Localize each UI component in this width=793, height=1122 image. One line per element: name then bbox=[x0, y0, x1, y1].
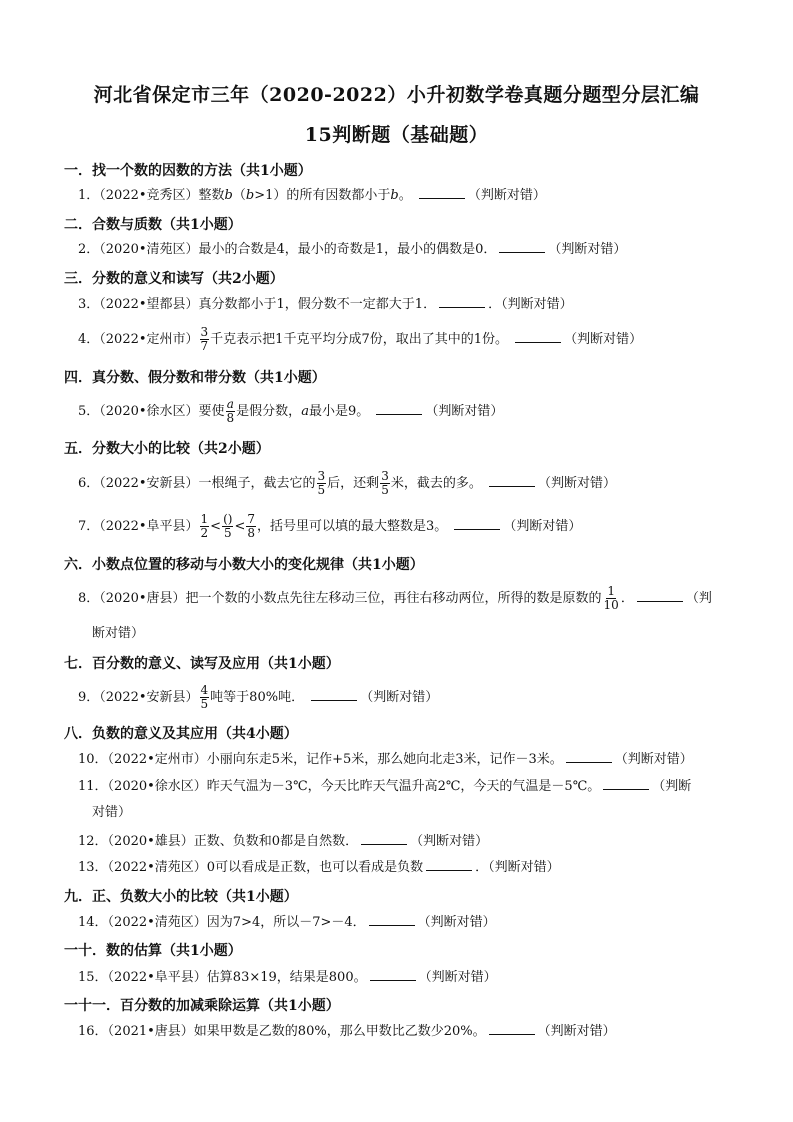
fraction: $\frac{1}{2}$ bbox=[200, 512, 209, 540]
question-1: 1．（2022•竞秀区）整数b（b>1）的所有因数都小于b。 （判断对错） bbox=[78, 185, 546, 206]
answer-blank[interactable] bbox=[376, 401, 422, 415]
question-3: 3．（2022•望都县）真分数都小于1，假分数不一定都大于1． ．（判断对错） bbox=[78, 294, 573, 315]
question-16: 16．（2021•唐县）如果甲数是乙数的80%，那么甲数比乙数少20%。 （判断对错） bbox=[78, 1021, 616, 1042]
page-subtitle: 15判断题（基础题） bbox=[304, 124, 489, 146]
page-title: 河北省保定市三年（2020-2022）小升初数学卷真题分题型分层汇编 bbox=[93, 84, 700, 106]
fraction: $\frac{4}{5}$ bbox=[200, 683, 209, 711]
answer-blank[interactable] bbox=[439, 294, 485, 308]
question-8-continued: 断对错） bbox=[92, 626, 145, 641]
section-heading-2: 二．合数与质数（共1小题） bbox=[64, 217, 242, 233]
section-heading-4: 四．真分数、假分数和带分数（共1小题） bbox=[64, 370, 326, 386]
answer-blank[interactable] bbox=[637, 588, 683, 602]
section-heading-7: 七．百分数的意义、读写及应用（共1小题） bbox=[64, 656, 340, 672]
answer-blank[interactable] bbox=[370, 967, 416, 981]
answer-blank[interactable] bbox=[499, 239, 545, 253]
answer-blank[interactable] bbox=[454, 516, 500, 530]
answer-blank[interactable] bbox=[369, 912, 415, 926]
question-11-continued: 对错） bbox=[92, 805, 132, 820]
answer-blank[interactable] bbox=[489, 1021, 535, 1035]
question-8: 8．（2020•唐县）把一个数的小数点先往左移动三位，再往右移动两位，所得的数是原数的 $\frac{1}{10}$ ． （判 bbox=[78, 584, 712, 612]
question-6: 6．（2022•安新县）一根绳子，截去它的 $\frac{3}{5}$ 后，还剩 $\frac{3}{5}$ 米，截去的多。 （判断对错） bbox=[78, 469, 616, 497]
fraction: $\frac{()}{5}$ bbox=[223, 512, 233, 540]
question-12: 12．（2020•雄县）正数、负数和0都是自然数． （判断对错） bbox=[78, 831, 488, 852]
question-7: 7．（2022•阜平县） $\frac{1}{2}$ < $\frac{()}{5}$ < $\frac{7}{8}$ ，括号里可以填的最大整数是3。 （判断对错） bbox=[78, 512, 582, 540]
section-heading-9: 九．正、负数大小的比较（共1小题） bbox=[64, 889, 298, 905]
answer-blank[interactable] bbox=[603, 776, 649, 790]
answer-blank[interactable] bbox=[361, 831, 407, 845]
answer-blank[interactable] bbox=[426, 857, 472, 871]
answer-blank[interactable] bbox=[566, 749, 612, 763]
question-15: 15．（2022•阜平县）估算83×19，结果是800。 （判断对错） bbox=[78, 967, 497, 988]
question-4: 4．（2022•定州市） $\frac{3}{7}$ 千克表示把1千克平均分成7份，取出了其中的1份。 （判断对错） bbox=[78, 325, 643, 353]
answer-blank[interactable] bbox=[311, 687, 357, 701]
question-13: 13．（2022•清苑区）0可以看成是正数，也可以看成是负数 ．（判断对错） bbox=[78, 857, 560, 878]
answer-blank[interactable] bbox=[419, 185, 465, 199]
section-heading-5: 五．分数大小的比较（共2小题） bbox=[64, 441, 270, 457]
question-5: 5．（2020•徐水区）要使 $\frac{a}{8}$ 是假分数，a最小是9。 （判断对错） bbox=[78, 397, 504, 425]
fraction: $\frac{a}{8}$ bbox=[226, 397, 235, 425]
section-heading-11: 一十一．百分数的加减乘除运算（共1小题） bbox=[64, 998, 340, 1014]
question-10: 10．（2022•定州市）小丽向东走5米，记作+5米，那么她向北走3米，记作－3米。 （判断对错） bbox=[78, 749, 693, 770]
answer-blank[interactable] bbox=[515, 329, 561, 343]
fraction: $\frac{7}{8}$ bbox=[247, 512, 255, 540]
question-11: 11．（2020•徐水区）昨天气温为－3℃，今天比昨天气温升高2℃，今天的气温是－5℃。 （判断 bbox=[78, 776, 691, 797]
section-heading-8: 八．负数的意义及其应用（共4小题） bbox=[64, 726, 298, 742]
fraction: $\frac{3}{5}$ bbox=[317, 469, 326, 497]
question-2: 2．（2020•清苑区）最小的合数是4，最小的奇数是1，最小的偶数是0． （判断对错） bbox=[78, 239, 626, 260]
section-heading-3: 三．分数的意义和读写（共2小题） bbox=[64, 271, 284, 287]
fraction: $\frac{3}{7}$ bbox=[200, 325, 209, 353]
section-heading-1: 一．找一个数的因数的方法（共1小题） bbox=[64, 163, 312, 179]
question-9: 9．（2022•安新县） $\frac{4}{5}$ 吨等于80%吨． （判断对错） bbox=[78, 683, 439, 711]
section-heading-6: 六．小数点位置的移动与小数大小的变化规律（共1小题） bbox=[64, 557, 424, 573]
fraction: $\frac{1}{10}$ bbox=[603, 584, 619, 612]
question-14: 14．（2022•清苑区）因为7>4，所以－7>－4． （判断对错） bbox=[78, 912, 496, 933]
fraction: $\frac{3}{5}$ bbox=[381, 469, 389, 497]
answer-blank[interactable] bbox=[489, 473, 535, 487]
section-heading-10: 一十．数的估算（共1小题） bbox=[64, 943, 242, 959]
